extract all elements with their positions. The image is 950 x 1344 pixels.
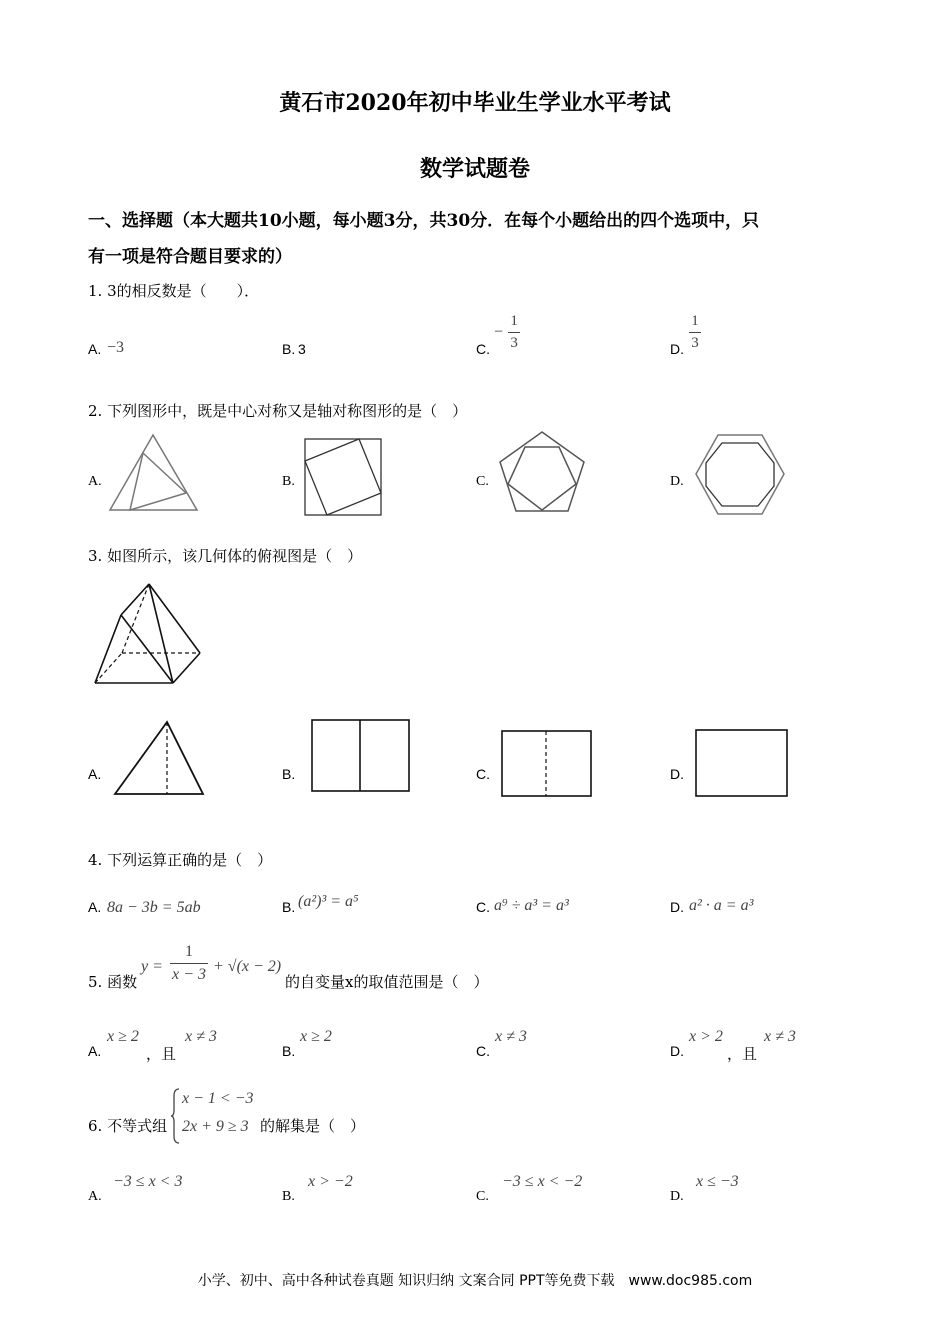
- section-heading-line1: 一、选择题（本大题共10小题，每小题3分，共30分．在每个小题给出的四个选项中，只: [88, 211, 760, 231]
- q1-option-d-label: D.: [670, 341, 684, 357]
- question-3-stem: 3. 如图所示，该几何体的俯视图是（ ）: [88, 547, 363, 565]
- question-6-suffix: 的解集是（ ）: [260, 1117, 366, 1135]
- q4-option-a-label: A.: [88, 899, 102, 915]
- page-title: 黄石市2020年初中毕业生学业水平考试: [279, 90, 671, 116]
- q6-inequality-2: 2x + 9 ≥ 3: [182, 1118, 249, 1135]
- q5-fraction: [170, 944, 208, 983]
- section-heading-line2: 有一项是符合题目要求的）: [88, 247, 292, 267]
- q2-figure-pentagon: [497, 430, 587, 514]
- q5-formula-right: + √(x − 2): [213, 958, 282, 975]
- q1-option-c-frac: [508, 314, 520, 351]
- question-2-stem: 2. 下列图形中，既是中心对称又是轴对称图形的是（ ）: [88, 402, 468, 420]
- q1-option-c-sign: −: [494, 323, 504, 341]
- q6-option-a-label: A.: [88, 1189, 102, 1204]
- q4-option-c-label: C.: [476, 899, 490, 915]
- q5-option-b-value: x ≥ 2: [300, 1028, 332, 1045]
- q6-option-c-value: −3 ≤ x < −2: [502, 1173, 583, 1190]
- q4-option-c-value: a⁹ ÷ a³ = a³: [494, 897, 569, 914]
- q3-option-b-label: B.: [282, 766, 296, 782]
- q1-option-c-fraction: [494, 314, 520, 351]
- q4-option-d-label: D.: [670, 899, 684, 915]
- q1-option-d-num: 1: [691, 313, 699, 329]
- q5-option-a-value2: x ≠ 3: [185, 1028, 217, 1045]
- q2-figure-square: [303, 437, 383, 517]
- q2-option-b-label: B.: [282, 474, 295, 489]
- question-5-suffix: 的自变量x的取值范围是（ ）: [285, 973, 489, 991]
- q6-option-d-label: D.: [670, 1189, 684, 1204]
- q4-option-b-label: B.: [282, 899, 296, 915]
- q6-inequality-1: x − 1 < −3: [182, 1090, 254, 1107]
- q3-option-c-label: C.: [476, 766, 490, 782]
- q5-frac-den: x − 3: [172, 966, 206, 983]
- q3-solid-figure: [92, 582, 204, 686]
- q3-option-c-figure: [501, 730, 593, 798]
- page-subtitle: 数学试题卷: [419, 156, 530, 182]
- q2-option-a-label: A.: [88, 474, 102, 489]
- q4-option-d-value: a² · a = a³: [689, 897, 754, 914]
- q3-option-a-figure: [113, 720, 205, 796]
- q6-option-b-label: B.: [282, 1189, 295, 1204]
- q5-option-b-label: B.: [282, 1043, 296, 1059]
- q3-option-b-figure: [311, 719, 411, 793]
- q5-option-d-label: D.: [670, 1043, 684, 1059]
- question-6-prefix: 6. 不等式组: [88, 1117, 168, 1135]
- q2-figure-triangle: [108, 433, 200, 513]
- q5-option-a-sep: ，且: [146, 1045, 177, 1063]
- q1-option-d-den: 3: [691, 335, 699, 351]
- q4-option-a-value: 8a − 3b = 5ab: [107, 899, 201, 916]
- q1-option-c-den: 3: [510, 335, 518, 351]
- q3-option-d-label: D.: [670, 766, 684, 782]
- q3-option-d-figure: [695, 729, 789, 799]
- q1-option-c-label: C.: [476, 341, 490, 357]
- q6-option-c-label: C.: [476, 1189, 489, 1204]
- q5-option-d-value1: x > 2: [689, 1028, 723, 1045]
- q5-frac-num: 1: [185, 943, 193, 960]
- q1-option-b-label: B.: [282, 341, 296, 357]
- q6-option-d-value: x ≤ −3: [696, 1173, 739, 1190]
- q5-option-c-label: C.: [476, 1043, 490, 1059]
- q2-option-c-label: C.: [476, 474, 489, 489]
- q5-option-c-value: x ≠ 3: [495, 1028, 527, 1045]
- question-1-stem: 1. 3的相反数是（ ）．: [88, 282, 260, 300]
- q5-option-d-sep: ，且: [727, 1045, 758, 1063]
- q2-figure-hexagon: [694, 433, 786, 517]
- q5-option-a-value1: x ≥ 2: [107, 1028, 139, 1045]
- q1-option-a-value: −3: [107, 339, 125, 356]
- q1-option-a-label: A.: [88, 341, 102, 357]
- q5-formula-left: y =: [141, 958, 163, 975]
- q5-option-a-label: A.: [88, 1043, 102, 1059]
- question-4-stem: 4. 下列运算正确的是（ ）: [88, 851, 273, 869]
- q3-option-a-label: A.: [88, 766, 102, 782]
- question-5-prefix: 5. 函数: [88, 973, 138, 991]
- q1-option-b-value: 3: [298, 341, 306, 357]
- q2-option-d-label: D.: [670, 474, 684, 489]
- q6-option-b-value: x > −2: [308, 1173, 353, 1190]
- q6-brace: [171, 1088, 181, 1144]
- q5-frac: [170, 944, 208, 983]
- q6-option-a-value: −3 ≤ x < 3: [113, 1173, 183, 1190]
- q5-option-d-value2: x ≠ 3: [764, 1028, 796, 1045]
- q1-option-d-frac: [689, 314, 701, 351]
- q1-option-c-num: 1: [510, 313, 518, 329]
- page-footer: 小学、初中、高中各种试卷真题 知识归纳 文案合同 PPT等免费下载 www.doc985.com: [197, 1273, 753, 1289]
- q1-option-d-fraction: [689, 314, 701, 351]
- q4-option-b-value: (a²)³ = a⁵: [298, 893, 359, 910]
